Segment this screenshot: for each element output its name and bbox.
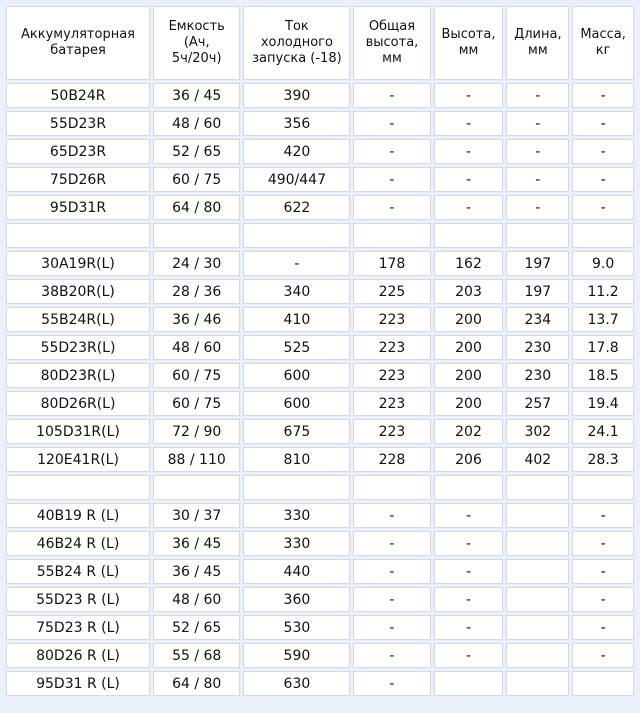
table-row — [6, 419, 634, 444]
cell-height: - — [434, 139, 504, 164]
cell-model — [6, 223, 150, 248]
header-length: Длина, мм — [506, 6, 569, 80]
cell-model: 30A19R(L) — [6, 251, 150, 276]
table-row — [6, 167, 634, 192]
header-capacity: Емкость (Ач, 5ч/20ч) — [153, 6, 240, 80]
cell-model: 50B24R — [6, 83, 150, 108]
cell-cold-cranking: 600 — [243, 391, 350, 416]
cell-mass: - — [572, 587, 634, 612]
cell-cold-cranking: 420 — [243, 139, 350, 164]
cell-model: 95D31R — [6, 195, 150, 220]
cell-cold-cranking: 360 — [243, 587, 350, 612]
cell-length — [506, 671, 569, 696]
cell-model: 75D26R — [6, 167, 150, 192]
cell-total-height: - — [353, 531, 430, 556]
cell-cold-cranking: 490/447 — [243, 167, 350, 192]
cell-capacity: 64 / 80 — [153, 671, 240, 696]
header-height: Высота, мм — [434, 6, 504, 80]
cell-length — [506, 587, 569, 612]
cell-capacity: 36 / 45 — [153, 559, 240, 584]
cell-mass: - — [572, 615, 634, 640]
cell-total-height: - — [353, 139, 430, 164]
cell-total-height: 223 — [353, 363, 430, 388]
cell-total-height: - — [353, 503, 430, 528]
cell-height: - — [434, 83, 504, 108]
cell-mass: - — [572, 167, 634, 192]
table-header-row — [6, 6, 634, 80]
cell-mass: 11.2 — [572, 279, 634, 304]
cell-total-height: - — [353, 167, 430, 192]
cell-height: 202 — [434, 419, 504, 444]
cell-mass: 9.0 — [572, 251, 634, 276]
cell-total-height: - — [353, 615, 430, 640]
cell-length — [506, 615, 569, 640]
table-row — [6, 447, 634, 472]
cell-total-height: - — [353, 671, 430, 696]
cell-cold-cranking: 590 — [243, 643, 350, 668]
table-row — [6, 307, 634, 332]
cell-model: 40B19 R (L) — [6, 503, 150, 528]
cell-cold-cranking — [243, 223, 350, 248]
cell-model: 55D23R(L) — [6, 335, 150, 360]
cell-length: - — [506, 111, 569, 136]
cell-model: 65D23R — [6, 139, 150, 164]
cell-mass: - — [572, 139, 634, 164]
cell-length: 230 — [506, 363, 569, 388]
cell-capacity: 52 / 65 — [153, 615, 240, 640]
cell-height — [434, 223, 504, 248]
cell-mass: - — [572, 83, 634, 108]
table-row — [6, 335, 634, 360]
cell-mass: - — [572, 531, 634, 556]
cell-length — [506, 643, 569, 668]
cell-total-height: 223 — [353, 307, 430, 332]
cell-model: 95D31 R (L) — [6, 671, 150, 696]
cell-length: 197 — [506, 279, 569, 304]
cell-capacity: 36 / 45 — [153, 531, 240, 556]
cell-total-height: 223 — [353, 335, 430, 360]
cell-mass — [572, 475, 634, 500]
cell-model: 55D23R — [6, 111, 150, 136]
cell-length: - — [506, 167, 569, 192]
table-row — [6, 223, 634, 248]
cell-cold-cranking: 600 — [243, 363, 350, 388]
cell-cold-cranking: - — [243, 251, 350, 276]
cell-mass: - — [572, 643, 634, 668]
cell-height: - — [434, 503, 504, 528]
cell-height: - — [434, 195, 504, 220]
table-row — [6, 503, 634, 528]
table-row — [6, 279, 634, 304]
cell-length: 234 — [506, 307, 569, 332]
cell-height: 200 — [434, 335, 504, 360]
cell-length: 402 — [506, 447, 569, 472]
cell-model: 80D26R(L) — [6, 391, 150, 416]
cell-total-height: 223 — [353, 391, 430, 416]
cell-capacity: 72 / 90 — [153, 419, 240, 444]
table-row — [6, 475, 634, 500]
cell-height: - — [434, 615, 504, 640]
cell-total-height: - — [353, 111, 430, 136]
cell-model: 55D23 R (L) — [6, 587, 150, 612]
table-row — [6, 587, 634, 612]
cell-capacity: 55 / 68 — [153, 643, 240, 668]
cell-length: 257 — [506, 391, 569, 416]
cell-cold-cranking: 410 — [243, 307, 350, 332]
cell-capacity: 36 / 46 — [153, 307, 240, 332]
cell-height: - — [434, 531, 504, 556]
cell-total-height: - — [353, 83, 430, 108]
cell-cold-cranking: 622 — [243, 195, 350, 220]
header-mass: Масса, кг — [572, 6, 634, 80]
cell-capacity: 52 / 65 — [153, 139, 240, 164]
cell-length: 302 — [506, 419, 569, 444]
cell-cold-cranking: 340 — [243, 279, 350, 304]
table-body — [6, 83, 634, 696]
cell-capacity: 48 / 60 — [153, 111, 240, 136]
table-row — [6, 363, 634, 388]
cell-cold-cranking: 810 — [243, 447, 350, 472]
cell-capacity: 48 / 60 — [153, 587, 240, 612]
table-row — [6, 531, 634, 556]
cell-model: 38B20R(L) — [6, 279, 150, 304]
cell-model: 75D23 R (L) — [6, 615, 150, 640]
cell-length: - — [506, 195, 569, 220]
cell-total-height — [353, 223, 430, 248]
cell-capacity — [153, 475, 240, 500]
cell-length — [506, 559, 569, 584]
header-cold-cranking: Ток холодного запуска (-18) — [243, 6, 350, 80]
cell-length — [506, 531, 569, 556]
cell-cold-cranking: 330 — [243, 503, 350, 528]
cell-cold-cranking: 675 — [243, 419, 350, 444]
cell-height: 200 — [434, 307, 504, 332]
cell-model: 120E41R(L) — [6, 447, 150, 472]
battery-spec-table — [3, 3, 637, 699]
cell-model: 55B24R(L) — [6, 307, 150, 332]
cell-model: 46B24 R (L) — [6, 531, 150, 556]
cell-mass: 19.4 — [572, 391, 634, 416]
cell-mass: 17.8 — [572, 335, 634, 360]
cell-height: 203 — [434, 279, 504, 304]
table-row — [6, 83, 634, 108]
cell-length: - — [506, 139, 569, 164]
cell-height: 200 — [434, 363, 504, 388]
cell-capacity: 60 / 75 — [153, 167, 240, 192]
battery-table-container — [3, 3, 637, 710]
cell-cold-cranking: 330 — [243, 531, 350, 556]
header-total-height: Общая высота, мм — [353, 6, 430, 80]
cell-height: - — [434, 111, 504, 136]
cell-mass: - — [572, 503, 634, 528]
cell-height: - — [434, 587, 504, 612]
cell-length — [506, 475, 569, 500]
cell-mass — [572, 223, 634, 248]
cell-mass: - — [572, 559, 634, 584]
table-row — [6, 139, 634, 164]
cell-mass: 28.3 — [572, 447, 634, 472]
cell-length: - — [506, 83, 569, 108]
cell-height: 200 — [434, 391, 504, 416]
cell-capacity: 48 / 60 — [153, 335, 240, 360]
cell-mass — [572, 671, 634, 696]
cell-mass: 24.1 — [572, 419, 634, 444]
cell-cold-cranking: 440 — [243, 559, 350, 584]
table-row — [6, 111, 634, 136]
cell-height: - — [434, 559, 504, 584]
cell-mass: 13.7 — [572, 307, 634, 332]
cell-capacity — [153, 223, 240, 248]
cell-cold-cranking: 530 — [243, 615, 350, 640]
cell-capacity: 64 / 80 — [153, 195, 240, 220]
cell-cold-cranking: 525 — [243, 335, 350, 360]
cell-mass: - — [572, 111, 634, 136]
cell-height: 206 — [434, 447, 504, 472]
cell-length — [506, 223, 569, 248]
cell-height: - — [434, 643, 504, 668]
header-battery: Аккумуляторная батарея — [6, 6, 150, 80]
cell-cold-cranking: 390 — [243, 83, 350, 108]
cell-total-height: - — [353, 195, 430, 220]
cell-total-height: 178 — [353, 251, 430, 276]
table-row — [6, 391, 634, 416]
cell-height — [434, 671, 504, 696]
table-row — [6, 559, 634, 584]
table-row — [6, 251, 634, 276]
cell-capacity: 60 / 75 — [153, 363, 240, 388]
cell-total-height: 225 — [353, 279, 430, 304]
table-row — [6, 195, 634, 220]
cell-model — [6, 475, 150, 500]
cell-cold-cranking: 356 — [243, 111, 350, 136]
cell-cold-cranking — [243, 475, 350, 500]
cell-total-height: - — [353, 587, 430, 612]
cell-total-height: 223 — [353, 419, 430, 444]
cell-model: 55B24 R (L) — [6, 559, 150, 584]
cell-model: 80D26 R (L) — [6, 643, 150, 668]
cell-total-height: - — [353, 559, 430, 584]
cell-capacity: 30 / 37 — [153, 503, 240, 528]
cell-cold-cranking: 630 — [243, 671, 350, 696]
cell-capacity: 36 / 45 — [153, 83, 240, 108]
cell-length: 197 — [506, 251, 569, 276]
cell-model: 80D23R(L) — [6, 363, 150, 388]
cell-model: 105D31R(L) — [6, 419, 150, 444]
cell-height — [434, 475, 504, 500]
cell-height: 162 — [434, 251, 504, 276]
cell-length — [506, 503, 569, 528]
cell-total-height — [353, 475, 430, 500]
table-row — [6, 615, 634, 640]
cell-capacity: 24 / 30 — [153, 251, 240, 276]
cell-capacity: 88 / 110 — [153, 447, 240, 472]
cell-total-height: - — [353, 643, 430, 668]
cell-capacity: 60 / 75 — [153, 391, 240, 416]
table-row — [6, 643, 634, 668]
table-row — [6, 671, 634, 696]
cell-mass: - — [572, 195, 634, 220]
cell-length: 230 — [506, 335, 569, 360]
cell-height: - — [434, 167, 504, 192]
cell-total-height: 228 — [353, 447, 430, 472]
cell-capacity: 28 / 36 — [153, 279, 240, 304]
cell-mass: 18.5 — [572, 363, 634, 388]
